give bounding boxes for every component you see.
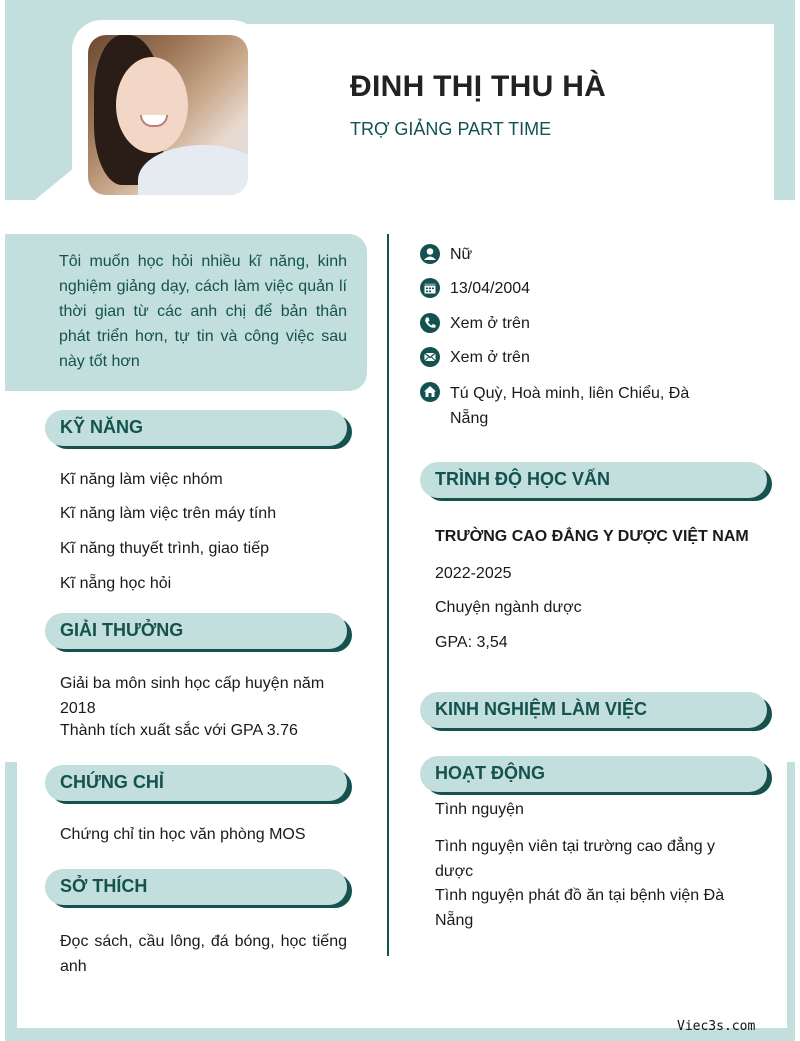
skill-item: Kĩ nẵng học hỏi bbox=[60, 575, 172, 592]
section-experience-title: KINH NGHIỆM LÀM VIỆC bbox=[435, 699, 648, 719]
contact-address: Tú Quỳ, Hoà minh, liên Chiểu, Đà Nẵng bbox=[450, 385, 690, 427]
candidate-name: ĐINH THỊ THU HÀ bbox=[350, 70, 607, 103]
contact-gender: Nữ bbox=[450, 246, 473, 263]
education-school: TRƯỜNG CAO ĐẲNG Y DƯỢC VIỆT NAM bbox=[435, 528, 749, 545]
section-education bbox=[420, 462, 767, 498]
section-certificates bbox=[45, 765, 347, 801]
watermark: Viec3s.com bbox=[677, 1019, 756, 1034]
award-item: Thành tích xuất sắc với GPA 3.76 bbox=[60, 722, 298, 739]
section-hobbies bbox=[45, 869, 347, 905]
home-icon bbox=[420, 382, 440, 402]
hobbies-text: Đọc sách, cầu lông, đá bóng, học tiếng anh bbox=[60, 933, 347, 975]
phone-icon bbox=[420, 313, 440, 333]
user-icon bbox=[420, 244, 440, 264]
section-skills bbox=[45, 410, 347, 446]
contact-birthday: 13/04/2004 bbox=[450, 280, 531, 297]
education-years: 2022-2025 bbox=[435, 565, 512, 582]
section-experience bbox=[420, 692, 767, 728]
column-divider bbox=[387, 234, 389, 956]
skill-item: Kĩ năng thuyết trình, giao tiếp bbox=[60, 540, 270, 557]
section-skills-title: KỸ NĂNG bbox=[60, 417, 144, 437]
education-gpa: GPA: 3,54 bbox=[435, 634, 508, 651]
skill-item: Kĩ năng làm việc trên máy tính bbox=[60, 505, 277, 522]
section-certificates-title: CHỨNG CHỈ bbox=[60, 772, 164, 792]
header-card bbox=[234, 24, 774, 200]
skill-item: Kĩ năng làm việc nhóm bbox=[60, 471, 223, 488]
activity-item: Tình nguyện viên tại trường cao đẳng y dược bbox=[435, 838, 716, 880]
candidate-position: TRỢ GIẢNG PART TIME bbox=[350, 119, 552, 139]
contact-phone: Xem ở trên bbox=[450, 315, 530, 332]
calendar-icon bbox=[420, 278, 440, 298]
objective-text: Tôi muốn học hỏi nhiều kĩ năng, kinh nghiệm giảng dạy, cách làm việc quản lí thời gian từ các anh chị để bản thân phát triển hơn, tự tin và công việc sau này tốt hơn bbox=[59, 253, 347, 370]
activity-item: Tình nguyện phát đồ ăn tại bệnh viện Đà Nẵng bbox=[435, 887, 725, 929]
section-awards bbox=[45, 613, 347, 649]
section-activities-title: HOẠT ĐỘNG bbox=[435, 763, 545, 783]
education-major: Chuyện ngành dược bbox=[435, 599, 582, 616]
section-activities bbox=[420, 756, 767, 792]
section-awards-title: GIẢI THƯỞNG bbox=[60, 620, 184, 640]
mail-icon bbox=[420, 347, 440, 367]
contact-email: Xem ở trên bbox=[450, 349, 530, 366]
activity-item: Tình nguyện bbox=[435, 801, 524, 818]
award-item: Giải ba môn sinh học cấp huyện năm 2018 bbox=[60, 675, 325, 717]
section-education-title: TRÌNH ĐỘ HỌC VẤN bbox=[435, 469, 610, 489]
avatar bbox=[88, 35, 248, 195]
section-hobbies-title: SỞ THÍCH bbox=[60, 876, 148, 896]
certificate-item: Chứng chỉ tin học văn phòng MOS bbox=[60, 826, 306, 843]
